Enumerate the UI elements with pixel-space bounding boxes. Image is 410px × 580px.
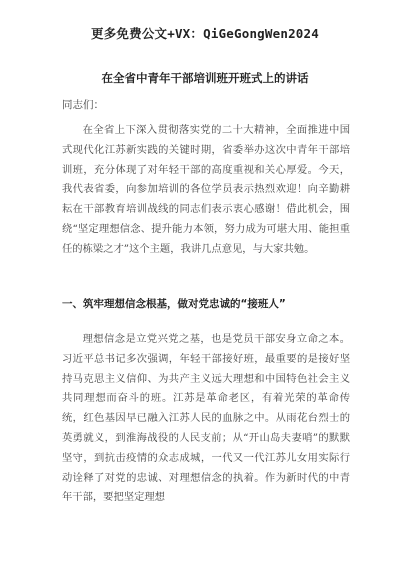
promo-banner: 更多免费公文+VX：QiGeGongWen2024 xyxy=(91,26,319,41)
speech-title: 在全省中青年干部培训班开班式上的讲话 xyxy=(101,71,309,85)
body-paragraph: 理想信念是立党兴党之基，也是党员干部安身立命之本。习近平总书记多次强调，年轻干部接好班，最重要的是接好坚持马克思主义信仰、为共产主义远大理想和中国特色社会主义共同理想而奋斗的班。江苏是革命老区，有着光荣的革命传统，红色基因早已融入江苏人民的血脉之中。从雨花台烈士的英勇就义，到淮海战役的人民支前；从“开山岛夫妻哨”的默默坚守，到抗击疫情的众志成城，一代又一代江苏儿女用实际行动诠释了对党的忠诚、对理想信念的执着。作为新时代的中青年干部，要把坚定理想 xyxy=(62,333,350,504)
section-heading: 一、筑牢理想信念根基，做对党忠诚的“接班人” xyxy=(62,298,286,310)
salutation: 同志们： xyxy=(62,99,104,111)
body-paragraph: 在全省上下深入贯彻落实党的二十大精神，全面推进中国式现代化江苏新实践的关键时期，省委举办这次中青年干部培训班，充分体现了对年轻干部的高度重视和关心厚爱。今天，我代表省委，向参加培训的各位学员表示热烈欢迎！向辛勤耕耘在干部教育培训战线的同志们表示衷心感谢！借此机会，围绕“坚定理想信念、提升能力本领，努力成为可堪大用、能担重任的栋梁之才”这个主题，我讲几点意见，与大家共勉。 xyxy=(62,124,350,255)
